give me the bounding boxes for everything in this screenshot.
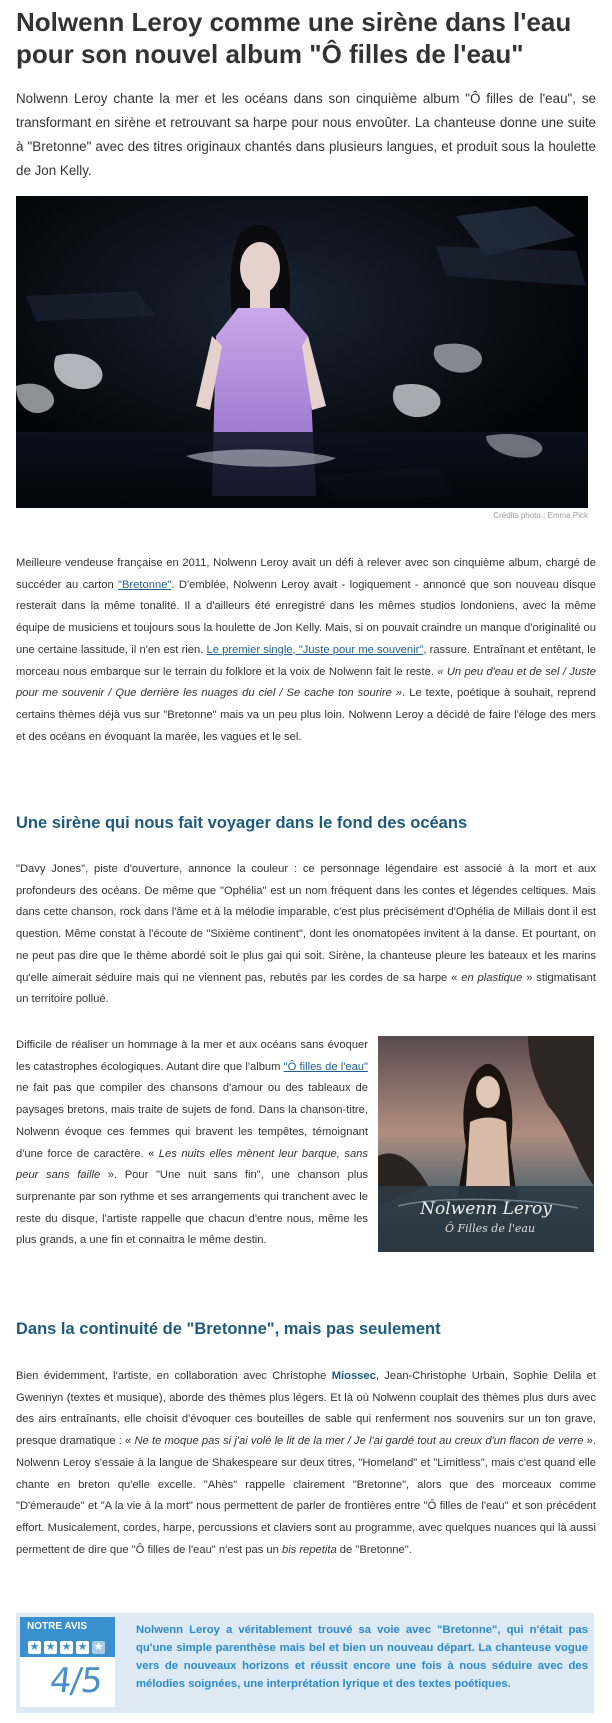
rating-label: NOTRE AVIS bbox=[27, 1621, 88, 1632]
paragraph-text: ». Nolwenn Leroy s'essaie à la langue de Shakespeare sur deux titres, "Homeland" et "Limitless", mais c'est quand elle chante en breton qu'elle excelle. "Ahès" rappelle clairement "Bretonne", alors que des morceaux comme "D'émeraude" et "A la vie à la mort" nous permettent de parler de frontières entre "Ô filles de l'eau" et son précédent effort. Musicalement, cordes, harpe, percussions et claviers sont au programme, avec quelques nuances qui là aussi permettent de dire que "Ô filles de l'eau" n'est pas un bbox=[16, 1435, 596, 1556]
emphasis-text: en plastique bbox=[461, 971, 523, 984]
lyrics-quote: Ne te moque pas si j'ai volé le lit de la mer / Je l'ai gardé tout au creux d'un flacon de verre bbox=[134, 1435, 584, 1448]
star-icon: ★ bbox=[61, 1641, 72, 1653]
paragraph-text: "Davy Jones", piste d'ouverture, annonce la couleur : ce personnage légendaire est associé à la mort et aux profondeurs des océans. De même que "Ophélia" est un nom fréquent dans les contes et légendes celtiques. Mais dans cette chanson, rock dans l'âme et à la mélodie imparable, c'est plus précisément d'Ophélia de Millais dont il est question. Même constat à l'écoute de "Sixième continent", dont les onomatopées invitent à la danse. Et pourtant, on ne peut pas dire que le thème abordé soit le plus gai qui soit. Sirène, la chanteuse pleure les bateaux et les marins qu'elle aimerait séduire mais qui ne viennent pas, rebutés par les cordes de sa harpe « bbox=[16, 863, 596, 984]
section-heading-bretonne: Dans la continuité de "Bretonne", mais pas seulement bbox=[16, 1320, 441, 1338]
paragraph-text: Meilleure vendeuse française en 2011, Nolwenn Leroy avait un défi à relever avec son cinquième album, chargé de succéder au carton bbox=[16, 557, 596, 591]
paragraph-ecology bbox=[16, 1035, 368, 1252]
section-heading-siren: Une sirène qui nous fait voyager dans le fond des océans bbox=[16, 814, 468, 832]
article-lede: Nolwenn Leroy chante la mer et les océans dans son cinquième album "Ô filles de l'eau", se transformant en sirène et retrouvant sa harpe pour nous envoûter. La chanteuse donne une suite à "Bretonne" avec des titres originaux chantés dans plusieurs langues, et produit sous la houlette de Jon Kelly. bbox=[16, 91, 596, 178]
hero-photo bbox=[16, 196, 588, 508]
paragraph-davy-jones bbox=[16, 859, 596, 1011]
star-icon: ★ bbox=[77, 1641, 88, 1653]
rating-stars bbox=[28, 1637, 108, 1655]
album-artist-text: Nolwenn Leroy bbox=[420, 1199, 552, 1219]
paragraph-text: » stigmatisant un territoire pollué. bbox=[16, 971, 596, 1006]
star-icon: ★ bbox=[45, 1641, 56, 1653]
emphasis-text: bis repetita bbox=[281, 1543, 337, 1556]
paragraph-collaboration bbox=[16, 1366, 596, 1561]
album-link[interactable]: "Ô filles de l'eau" bbox=[283, 1060, 368, 1073]
photo-credit: Crédits photo : Emma Pick bbox=[493, 511, 588, 520]
rating-badge-header bbox=[20, 1617, 115, 1657]
star-empty-icon: ★ bbox=[93, 1641, 104, 1653]
paragraph-text: Bien évidemment, l'artiste, en collaboration avec Christophe bbox=[16, 1370, 332, 1382]
article-title: Nolwenn Leroy comme une sirène dans l'eau pour son nouvel album "Ô filles de l'eau" bbox=[16, 7, 572, 69]
paragraph-text: , Jean-Christophe Urbain, Sophie Delila et Gwennyn (textes et musique), aborde des thèmes plus légers. Et là où Nolwenn couplait des thèmes plus durs avec des airs entraînants, elle choisit d'évoquer ces bouteilles de sable qui renferment nos souvenirs sur un ton grave, presque dramatique : « bbox=[16, 1370, 596, 1448]
paragraph-text: Difficile de réaliser un hommage à la mer et aux océans sans évoquer les catastrophes écologiques. Autant dire que l'album bbox=[16, 1039, 368, 1073]
single-link[interactable]: Le premier single, "Juste pour me souvenir" bbox=[206, 643, 424, 656]
rating-badge bbox=[20, 1617, 115, 1707]
paragraph-text: . D'emblée, Nolwenn Leroy avait - logiquement - annoncé que son nouveau disque resterait dans la même tonalité. Il a d'ailleurs été enregistré dans les mêmes studios londoniens, avec la même équipe de musiciens et toujours sous la houlette de Jon Kelly. Mais, si on pouvait craindre un manque d'originalité ou une certaine lassitude, il n'en est rien. bbox=[16, 578, 597, 656]
bretonne-link[interactable]: "Bretonne" bbox=[118, 578, 172, 591]
verdict-text: Nolwenn Leroy a véritablement trouvé sa voie avec "Bretonne", qui n'était pas qu'une simple parenthèse mais bel et bien un nouveau départ. La chanteuse vogue vers de nouveaux horizons et réussit encore une fois à nous séduire avec des mélodies soignées, une interprétation lyrique et des textes poétiques. bbox=[136, 1624, 588, 1690]
star-icon: ★ bbox=[29, 1641, 40, 1653]
paragraph-text: , rassure. Entraînant et entêtant, le morceau nous embarque sur le terrain du folklore et la voix de Nolwenn fait le reste. bbox=[16, 643, 596, 678]
paragraph-text: ne fait pas que compiler des chansons d'amour ou des tableaux de paysages bretons, mais traite de sujets de fond. Dans la chanson-titre, Nolwenn évoque ces femmes qui bravent les tempêtes, témoignant d'une force de caractère. « bbox=[16, 1082, 368, 1160]
person-name: Miossec bbox=[331, 1370, 376, 1382]
album-cover-illustration bbox=[378, 1036, 594, 1252]
lyrics-quote: Les nuits elles mènent leur barque, sans peur sans faille bbox=[16, 1147, 368, 1182]
album-cover bbox=[378, 1036, 594, 1252]
verdict-box bbox=[16, 1613, 594, 1713]
hero-photo-illustration bbox=[16, 196, 588, 508]
rating-score: 4/5 bbox=[47, 1661, 104, 1701]
paragraph-text: de "Bretonne". bbox=[336, 1543, 412, 1556]
paragraph-intro bbox=[16, 553, 596, 748]
paragraph-text: . Le texte, poétique à souhait, reprend certains thèmes déjà vus sur "Bretonne" mais va un peu plus loin. Nolwenn Leroy a décidé de faire l'éloge des mers et des océans en évoquant la marée, les vagues et le sel. bbox=[16, 687, 596, 743]
album-title-text: Ô Filles de l'eau bbox=[444, 1222, 536, 1235]
paragraph-text: ». Pour "Une nuit sans fin", une chanson plus surprenante par son rythme et ses arrangements qui tranchent avec le reste du disque, l'artiste rappelle que chacun d'entre nous, même les plus grands, a une fin et connaitra le même destin. bbox=[16, 1169, 369, 1247]
lyrics-quote: « Un peu d'eau et de sel / Juste pour me souvenir / Que derrière les nuages du ciel / Se cache ton sourire » bbox=[16, 665, 596, 700]
